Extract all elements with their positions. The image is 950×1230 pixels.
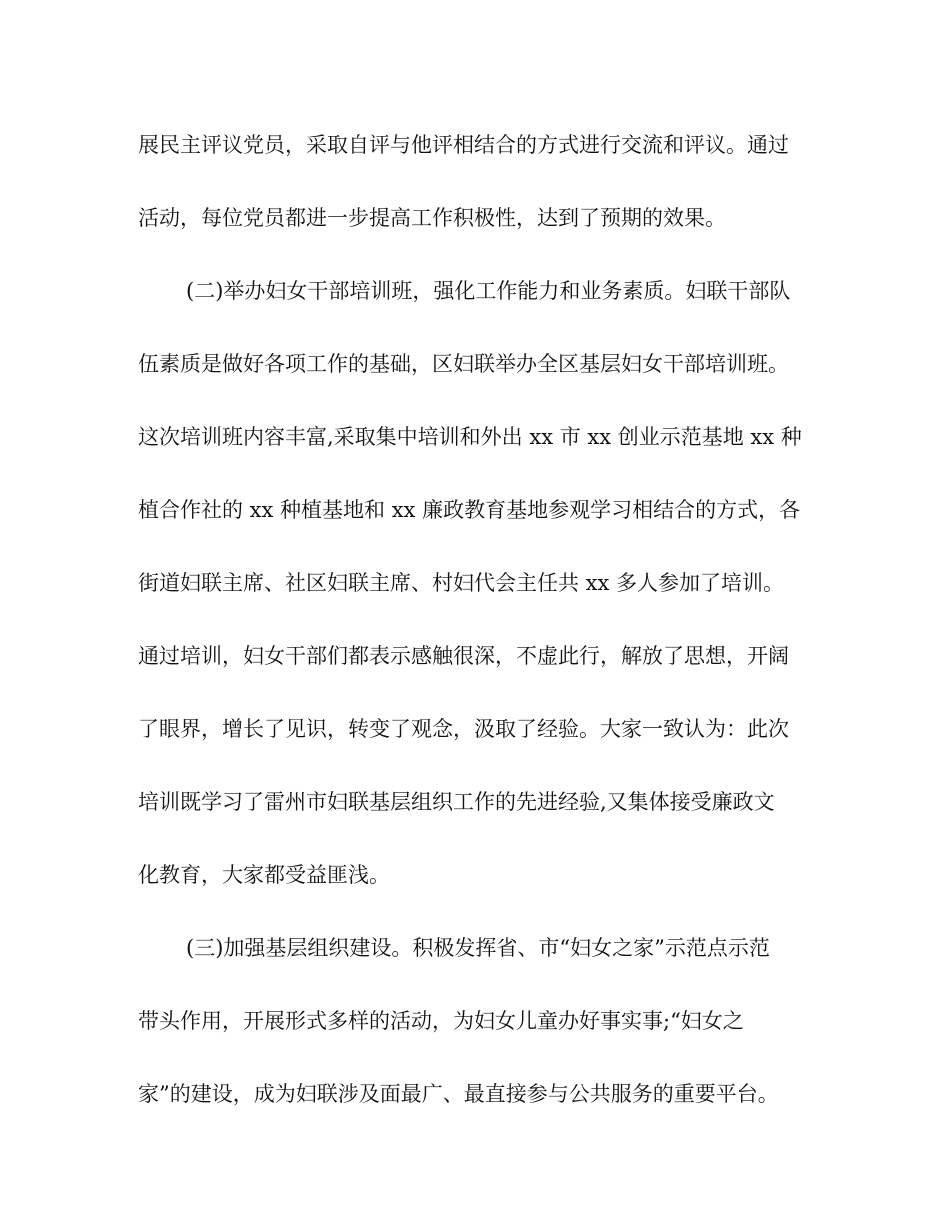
text-line-9: 了眼界，增长了见识，转变了观念，汲取了经验。大家一致认为：此次 [138,717,789,741]
text-line-11: 化教育，大家都受益匪浅。 [138,863,390,887]
text-line-2: 活动，每位党员都进一步提高工作积极性，达到了预期的效果。 [138,206,726,230]
text-line-7: 街道妇联主席、社区妇联主席、村妇代会主任共 xx 多人参加了培训。 [138,571,785,595]
text-line-3: (二)举办妇女干部培训班，强化工作能力和业务素质。妇联干部队 [186,279,791,303]
text-line-8: 通过培训，妇女干部们都表示感触很深，不虚此行，解放了思想，开阔 [138,644,789,668]
text-line-10: 培训既学习了雷州市妇联基层组织工作的先进经验,又集体接受廉政文 [138,790,775,814]
text-line-6: 植合作社的 xx 种植基地和 xx 廉政教育基地参观学习相结合的方式，各 [138,498,801,522]
text-line-5: 这次培训班内容丰富,采取集中培训和外出 xx 市 xx 创业示范基地 xx 种 [138,425,802,449]
text-line-1: 展民主评议党员，采取自评与他评相结合的方式进行交流和评议。通过 [138,133,789,157]
text-line-14: 家”的建设，成为妇联涉及面最广、最直接参与公共服务的重要平台。 [138,1082,779,1106]
text-line-4: 伍素质是做好各项工作的基础，区妇联举办全区基层妇女干部培训班。 [138,352,789,376]
text-line-13: 带头作用，开展形式多样的活动，为妇女儿童办好事实事;“妇女之 [138,1009,744,1033]
text-line-12: (三)加强基层组织建设。积极发挥省、市“妇女之家”示范点示范 [186,936,770,960]
